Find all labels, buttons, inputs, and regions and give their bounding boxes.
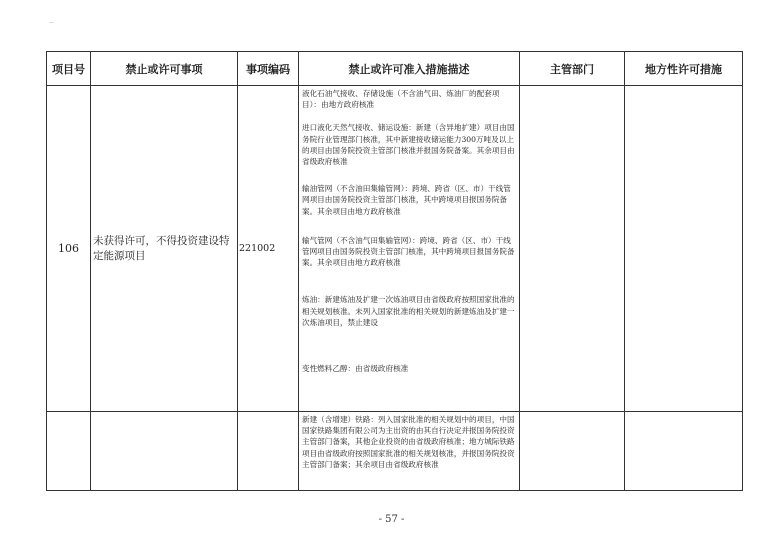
description-paragraph: 炼油：新建炼油及扩建一次炼油项目由省级政府按照国家批准的相关规划核准。未列入国家批准的相关规划的新建炼油及扩建一次炼油项目，禁止建设 <box>302 295 515 327</box>
header-department: 主管部门 <box>520 52 625 86</box>
table-row <box>47 86 743 412</box>
department-cell <box>520 86 625 412</box>
header-item: 禁止或许可事项 <box>91 52 238 86</box>
item-name-cell: 未获得许可，不得投资建设特定能源项目 <box>91 86 238 412</box>
header-project-no: 项目号 <box>47 52 91 86</box>
description-paragraph: 变性燃料乙醇：由省级政府核准 <box>302 364 409 374</box>
item-code-cell: 221002 <box>238 86 299 412</box>
page-number: - 57 - <box>378 514 405 525</box>
description-paragraph: 进口液化天然气接收、储运设施：新建（含异地扩建）项目由国务院行业管理部门核准，其中新建接收储运能力300万吨及以上的项目由国务院投资主管部门核准并报国务院备案。其余项目由省级政府核准 <box>302 123 515 167</box>
header-local-measures: 地方性许可措施 <box>625 52 743 86</box>
description-paragraph: 液化石油气接收、存储设施（不含油气田、炼油厂的配套项目）：由地方政府核准 <box>302 89 500 110</box>
project-number-cell: 106 <box>47 86 91 412</box>
page-corner-mark: – <box>49 18 54 28</box>
description-paragraph: 新建（含增建）铁路：列入国家批准的相关规划中的项目，中国国家铁路集团有限公司为主出资的由其自行决定并报国务院投资主管部门备案，其他企业投资的由省级政府核准；地方城际铁路项目由省级政府按照国家批准的相关规划核准，并报国务院投资主管部门备案；其余项目由省级政府核准 <box>302 415 515 469</box>
description-paragraph: 输油管网（不含油田集输管网）：跨境、跨省（区、市）干线管网项目由国务院投资主管部门核准，其中跨境项目报国务院备案。其余项目由地方政府核准 <box>302 184 511 216</box>
item-name-cell <box>91 412 238 491</box>
description-cell <box>299 412 520 491</box>
local-measures-cell <box>625 412 743 491</box>
department-cell <box>520 412 625 491</box>
item-code-cell <box>238 412 299 491</box>
local-measures-cell <box>625 86 743 412</box>
description-cell <box>299 86 520 412</box>
table-row <box>47 412 743 491</box>
description-paragraph: 输气管网（不含油气田集输管网）：跨境、跨省（区、市）干线管网项目由国务院投资主管部门核准，其中跨境项目报国务院备案。其余项目由地方政府核准 <box>302 235 515 268</box>
permit-table <box>46 51 743 491</box>
table-header-row <box>47 52 743 86</box>
project-number-cell <box>47 412 91 491</box>
header-code: 事项编码 <box>238 52 299 86</box>
header-description: 禁止或许可准入措施描述 <box>299 52 520 86</box>
